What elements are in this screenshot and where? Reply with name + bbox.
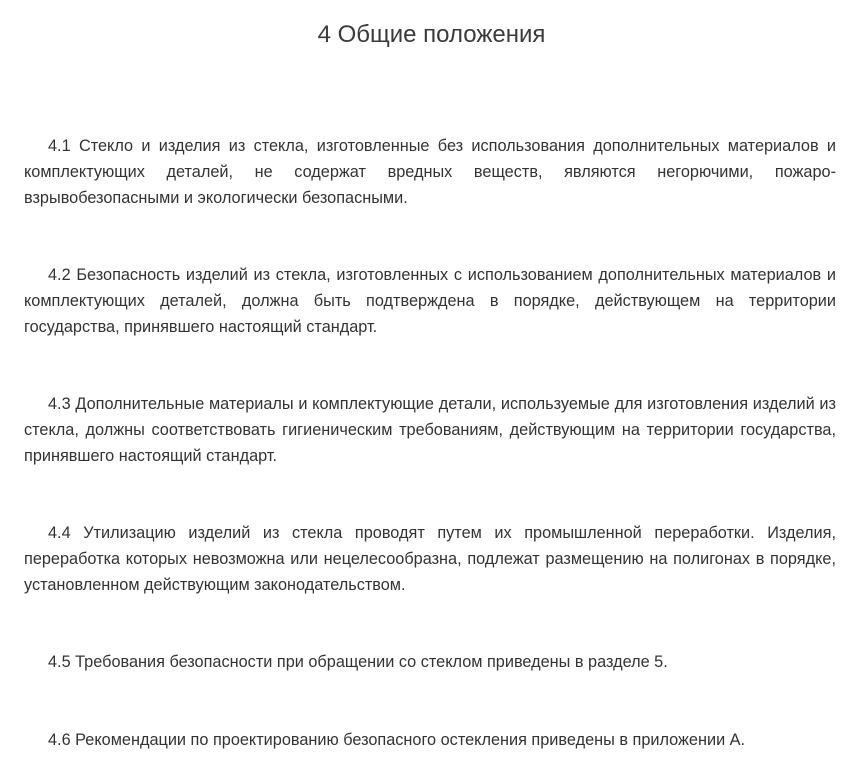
paragraph-4-6: 4.6 Рекомендации по проектированию безопасного остекления приведены в приложении А.: [48, 731, 746, 749]
paragraph-4-4: 4.4 Утилизацию изделий из стекла проводят путем их промышленной переработки. Изделия, переработка которых невозможна или нецелесообразна, подлежат размещению на полигонах в порядке, установленном действующим законодательством.: [24, 524, 836, 594]
paragraph-4-5: 4.5 Требования безопасности при обращении со стеклом приведены в разделе 5.: [48, 653, 668, 671]
paragraph-4-2: 4.2 Безопасность изделий из стекла, изготовленных с использованием дополнительных материалов и комплектующих деталей, должна быть подтверждена в порядке, действующем на территории государства, принявшего настоящий стандарт.: [24, 266, 836, 336]
paragraph-4-3: 4.3 Дополнительные материалы и комплектующие детали, используемые для изготовления изделий из стекла, должны соответствовать гигиеническим требованиям, действующим на территории государства, принявшего настоящий стандарт.: [24, 395, 836, 465]
paragraph-4-1: 4.1 Стекло и изделия из стекла, изготовленные без использования дополнительных материалов и комплектующих деталей, не содержат вредных веществ, являются негорючими, пожаро-взрывобезопасными и экологически безопасными.: [24, 137, 836, 207]
section-title: 4 Общие положения: [317, 21, 546, 48]
